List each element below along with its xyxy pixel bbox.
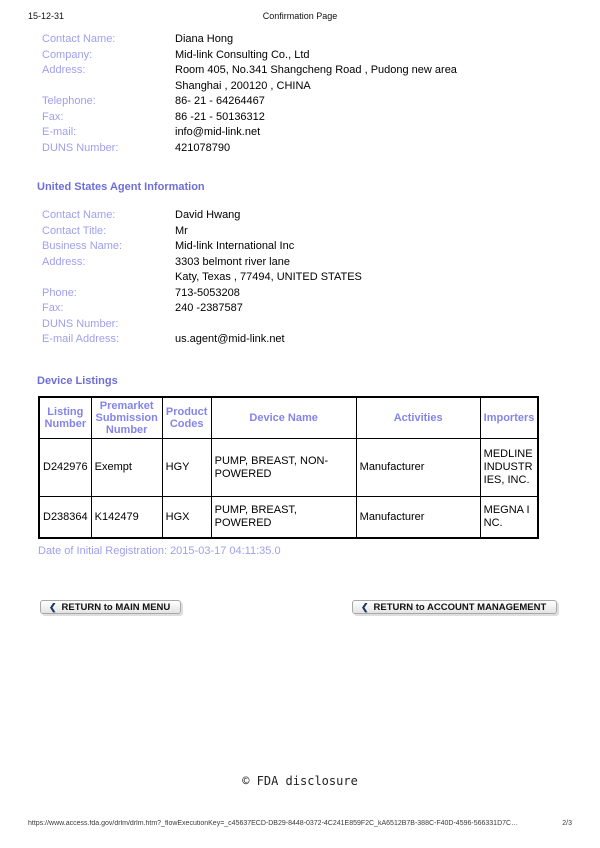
field-label: Contact Title: bbox=[42, 224, 107, 237]
cell-product-code: HGX bbox=[162, 497, 211, 539]
cell-premarket-submission: K142479 bbox=[91, 497, 162, 539]
field-label: Telephone: bbox=[42, 95, 96, 107]
field-label: E-mail Address: bbox=[42, 333, 120, 345]
footer-url: https://www.access.fda.gov/drlm/drlm.htm?_flowExecutionKey=_c45637ECD-DB29-8448-0372-4C241E859F2C_kA6512B7B-388C-F40D-4596-566331D7C… bbox=[28, 820, 519, 827]
field-label: Address: bbox=[42, 255, 86, 268]
field-label: DUNS Number: bbox=[42, 141, 119, 154]
chevron-left-icon: ❮ bbox=[361, 601, 369, 612]
owner-info-block bbox=[42, 32, 562, 156]
field-value: Mid-link International Inc bbox=[175, 240, 295, 252]
agent-section-heading: United States Agent Information bbox=[37, 181, 205, 193]
field-row bbox=[42, 239, 562, 255]
return-to-account-management-button[interactable] bbox=[352, 600, 557, 614]
cell-device-name: PUMP, BREAST, POWERED bbox=[211, 497, 356, 539]
device-listings-heading: Device Listings bbox=[37, 375, 118, 387]
field-value: 713-5053208 bbox=[175, 286, 240, 299]
field-row bbox=[42, 94, 562, 110]
chevron-left-icon: ❮ bbox=[49, 601, 57, 612]
return-to-main-menu-button[interactable] bbox=[40, 600, 181, 614]
col-header-importers: Importers bbox=[480, 397, 538, 439]
field-value: Mid-link Consulting Co., Ltd bbox=[175, 48, 310, 61]
field-label: Contact Name: bbox=[42, 209, 116, 221]
registration-date-line: Date of Initial Registration: 2015-03-17 04:11:35.0 bbox=[38, 545, 281, 557]
field-label: Phone: bbox=[42, 286, 77, 299]
device-listings-table bbox=[38, 396, 539, 539]
field-value: 421078790 bbox=[175, 141, 231, 154]
field-row bbox=[42, 332, 562, 348]
field-value: 240 -2387587 bbox=[175, 302, 243, 314]
field-row bbox=[42, 286, 562, 302]
return-account-management-label: RETURN to ACCOUNT MANAGEMENT bbox=[373, 601, 547, 613]
cell-listing-number: D242976 bbox=[39, 439, 91, 497]
col-header-product-codes: Product Codes bbox=[162, 397, 211, 439]
field-value: Diana Hong bbox=[175, 33, 234, 45]
field-row bbox=[42, 79, 562, 95]
field-value: info@mid-link.net bbox=[175, 126, 261, 138]
field-label: Contact Name: bbox=[42, 33, 116, 45]
field-value: 86- 21 - 64264467 bbox=[175, 95, 265, 107]
field-label: E-mail: bbox=[42, 126, 77, 138]
field-row bbox=[42, 32, 562, 48]
field-row bbox=[42, 270, 562, 286]
field-label: DUNS Number: bbox=[42, 317, 119, 330]
field-label: Business Name: bbox=[42, 240, 123, 252]
field-label: Company: bbox=[42, 48, 93, 61]
col-header-premarket-submission: Premarket Submission Number bbox=[91, 397, 162, 439]
cell-premarket-submission: Exempt bbox=[91, 439, 162, 497]
return-main-menu-label: RETURN to MAIN MENU bbox=[61, 601, 171, 613]
field-value: 3303 belmont river lane bbox=[175, 255, 290, 268]
field-row bbox=[42, 63, 562, 79]
field-value: Room 405, No.341 Shangcheng Road , Pudong new area bbox=[175, 64, 457, 76]
field-row bbox=[42, 48, 562, 64]
field-row bbox=[42, 110, 562, 126]
field-label bbox=[42, 270, 175, 286]
field-label: Fax: bbox=[42, 302, 64, 314]
field-row bbox=[42, 208, 562, 224]
field-value: David Hwang bbox=[175, 209, 241, 221]
cell-product-code: HGY bbox=[162, 439, 211, 497]
col-header-device-name: Device Name bbox=[211, 397, 356, 439]
cell-activities: Manufacturer bbox=[356, 497, 480, 539]
table-row bbox=[39, 497, 538, 539]
col-header-activities: Activities bbox=[356, 397, 480, 439]
field-row bbox=[42, 317, 562, 333]
field-row bbox=[42, 141, 562, 157]
field-row bbox=[42, 224, 562, 240]
field-label: Fax: bbox=[42, 110, 64, 123]
footer-page-number: 2/3 bbox=[562, 820, 572, 827]
cell-importers: MEDLINE INDUSTRIES, INC. bbox=[480, 439, 538, 497]
fda-disclosure-copyright: © FDA disclosure bbox=[242, 774, 358, 788]
agent-info-block bbox=[42, 208, 562, 348]
col-header-listing-number: Listing Number bbox=[39, 397, 91, 439]
print-header bbox=[28, 11, 572, 23]
field-row bbox=[42, 125, 562, 141]
cell-listing-number: D238364 bbox=[39, 497, 91, 539]
field-label: Address: bbox=[42, 64, 86, 76]
cell-importers: MEGNA INC. bbox=[480, 497, 538, 539]
cell-activities: Manufacturer bbox=[356, 439, 480, 497]
field-value: Katy, Texas , 77494, UNITED STATES bbox=[175, 271, 362, 283]
cell-device-name: PUMP, BREAST, NON-POWERED bbox=[211, 439, 356, 497]
field-label bbox=[42, 79, 175, 95]
print-date: 15-12-31 bbox=[28, 11, 65, 21]
field-value: us.agent@mid-link.net bbox=[175, 333, 285, 345]
field-value: 86 -21 - 50136312 bbox=[175, 110, 265, 123]
field-value: Shanghai , 200120 , CHINA bbox=[175, 79, 311, 92]
table-row bbox=[39, 439, 538, 497]
field-row bbox=[42, 255, 562, 271]
page-title: Confirmation Page bbox=[262, 11, 338, 21]
table-header-row bbox=[39, 397, 538, 439]
field-row bbox=[42, 301, 562, 317]
field-value: Mr bbox=[175, 224, 188, 237]
